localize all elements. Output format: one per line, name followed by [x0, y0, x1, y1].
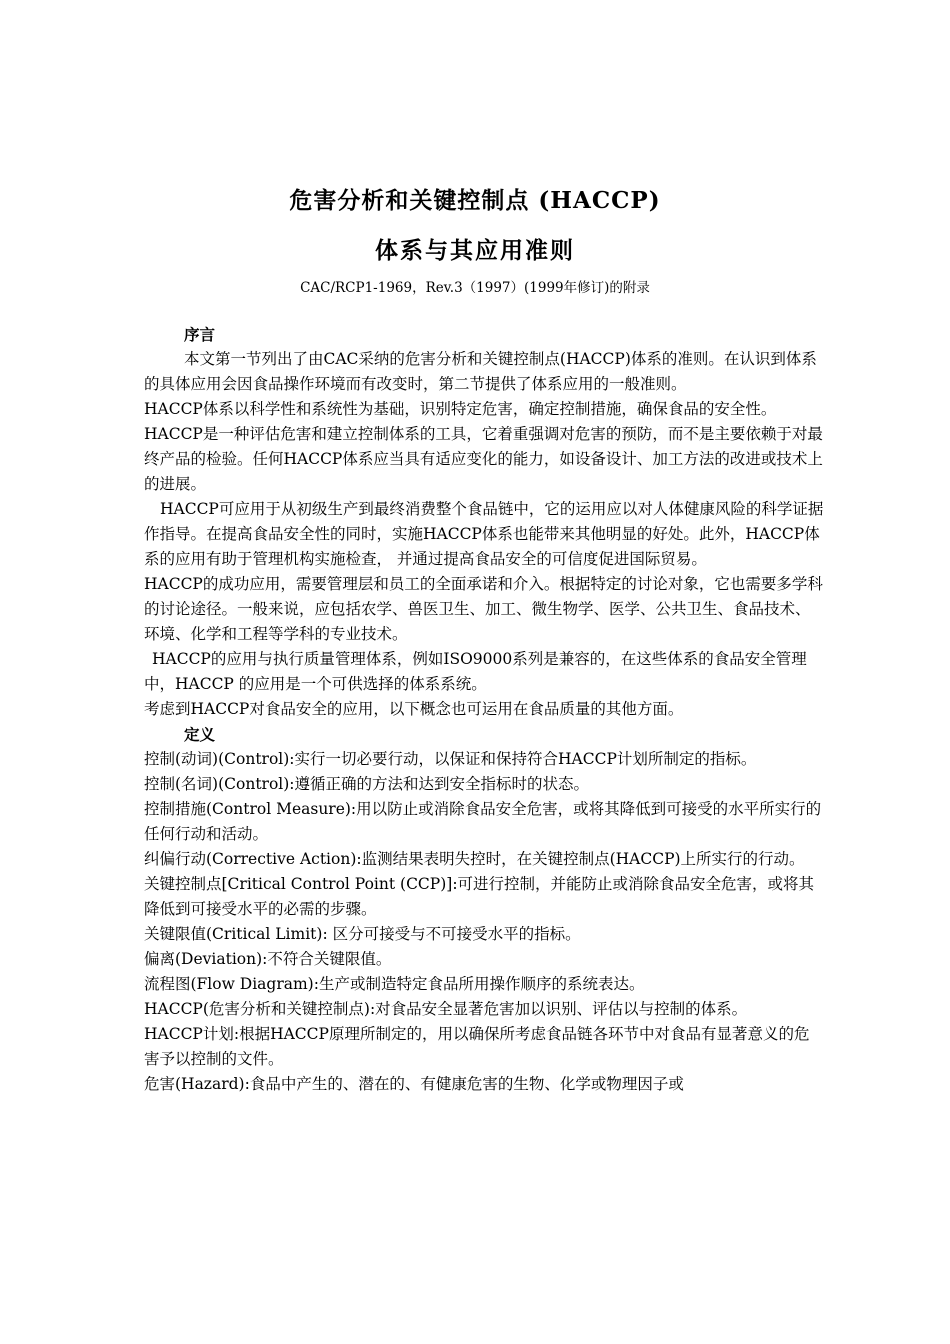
definition-item: 控制(动词)(Control):实行一切必要行动，以保证和保持符合HACCP计划所制定的指标。: [144, 750, 757, 768]
definition-item: 关键控制点[Critical Control Point (CCP)]:可进行控制，并能防止或消除食品安全危害，或将其降低到可接受水平的必需的步骤。: [144, 875, 815, 918]
preface-paragraph: HACCP体系以科学性和系统性为基础，识别特定危害，确定控制措施，确保食品的安全性。HACCP是一种评估危害和建立控制体系的工具，它着重强调对危害的预防，而不是主要依赖于对最终产品的检验。任何HACCP体系应当具有适应变化的能力，如设备设计、加工方法的改进或技术上的进展。: [144, 400, 823, 493]
definition-item: 偏离(Deviation):不符合关键限值。: [144, 950, 392, 968]
document-subtitle: CAC/RCP1-1969，Rev.3（1997）(1999年修订)的附录: [300, 280, 650, 296]
definition-item: 危害(Hazard):食品中产生的、潜在的、有健康危害的生物、化学或物理因子或: [144, 1075, 684, 1093]
definition-item: 关键限值(Critical Limit): 区分可接受与不可接受水平的指标。: [144, 925, 581, 943]
document-body: [144, 322, 824, 1097]
definition-item: HACCP(危害分析和关键控制点):对食品安全显著危害加以识别、评估以与控制的体系。: [144, 1000, 748, 1018]
preface-paragraph: HACCP可应用于从初级生产到最终消费整个食品链中，它的运用应以对人体健康风险的科学证据作指导。在提高食品安全性的同时，实施HACCP体系也能带来其他明显的好处。此外，HACCP体系的应用有助于管理机构实施检查， 并通过提高食品安全的可信度促进国际贸易。: [144, 500, 824, 568]
definition-item: HACCP计划:根据HACCP原理所制定的，用以确保所考虑食品链各环节中对食品有显著意义的危害予以控制的文件。: [144, 1025, 810, 1068]
definitions-heading: 定义: [184, 725, 216, 744]
definition-item: 控制(名词)(Control):遵循正确的方法和达到安全指标时的状态。: [144, 775, 590, 793]
document-title-line2: 体系与其应用准则: [375, 237, 575, 264]
preface-paragraph: HACCP的应用与执行质量管理体系，例如ISO9000系列是兼容的，在这些体系的食品安全管理中，HACCP 的应用是一个可供选择的体系系统。: [144, 650, 807, 693]
preface-paragraph: 考虑到HACCP对食品安全的应用，以下概念也可运用在食品质量的其他方面。: [144, 700, 684, 718]
definition-item: 纠偏行动(Corrective Action):监测结果表明失控时，在关键控制点(HACCP)上所实行的行动。: [144, 850, 805, 868]
preface-paragraph: 本文第一节列出了由CAC采纳的危害分析和关键控制点(HACCP)体系的准则。在认识到体系的具体应用会因食品操作环境而有改变时，第二节提供了体系应用的一般准则。: [144, 350, 817, 393]
preface-heading: 序言: [184, 325, 216, 344]
definition-item: 流程图(Flow Diagram):生产或制造特定食品所用操作顺序的系统表达。: [144, 975, 645, 993]
definition-item: 控制措施(Control Measure):用以防止或消除食品安全危害，或将其降低到可接受的水平所实行的任何行动和活动。: [144, 800, 822, 843]
document-title-line1: 危害分析和关键控制点 (HACCP): [289, 187, 661, 214]
preface-paragraph: HACCP的成功应用，需要管理层和员工的全面承诺和介入。根据特定的讨论对象，它也需要多学科的讨论途径。一般来说，应包括农学、兽医卫生、加工、微生物学、医学、公共卫生、食品技术、环境、化学和工程等学科的专业技术。: [144, 575, 823, 643]
